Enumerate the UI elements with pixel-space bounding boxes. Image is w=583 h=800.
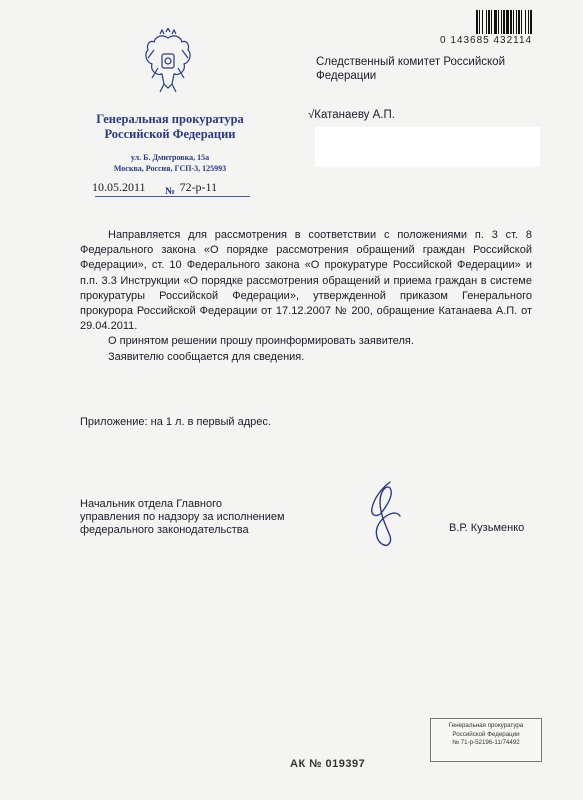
handwritten-signature — [360, 478, 410, 553]
attachment-note: Приложение: на 1 л. в первый адрес. — [80, 416, 271, 428]
barcode-number: 0 143685 432114 — [440, 35, 533, 46]
form-serial-number: АК № 019397 — [290, 758, 366, 770]
recipient-line-1: Следственный комитет Российской — [316, 56, 505, 68]
body-paragraph-1: Направляется для рассмотрения в соответствии с положениями п. 3 ст. 8 Федерального закона «О порядке рассмотрения обращений граждан Российской Федерации», ст. 10 Федерального закона «О прокуратуре Российской Федерации» и п.п. 3.3 Инструкции «О порядке рассмотрения обращений и приема граждан в системе прокуратуры Российской Федерации», утвержденной приказом Генерального прокурора Российской Федерации от 17.12.2007 № 200, обращение Катанаева А.П. от 29.04.2011. — [80, 229, 532, 333]
signer-position-line-3: федерального законодательства — [80, 524, 249, 536]
recipient-person: √Катанаеву А.П. — [308, 109, 395, 121]
number-sign: № — [165, 186, 176, 197]
body-paragraph-2: О принятом решении прошу проинформировать заявителя. — [108, 335, 414, 348]
signer-position — [80, 498, 290, 537]
recipient-line-2: Федерации — [316, 70, 377, 82]
body-paragraph-3: Заявителю сообщается для сведения. — [108, 350, 305, 363]
date-number-row — [92, 180, 217, 195]
barcode — [476, 10, 554, 34]
address-line-2: Москва, Россия, ГСП-3, 125993 — [113, 164, 227, 173]
recipient-organization — [316, 55, 536, 83]
barcode-bar — [530, 10, 532, 34]
date-underline — [95, 196, 250, 197]
stamp-line-1: Генеральная прокуратура — [448, 722, 524, 729]
stamp-line-3: № 71-р-52196-11/74492 — [452, 739, 520, 746]
issuer-address — [100, 152, 240, 174]
letter-body — [80, 228, 532, 365]
registration-stamp — [430, 718, 542, 762]
registration-number: 72-р-11 — [179, 180, 218, 194]
signer-position-line-2: управления по надзору за исполнением — [80, 511, 285, 523]
russian-double-headed-eagle-icon — [140, 28, 196, 94]
stamp-line-2: Российской Федерации — [452, 730, 520, 738]
document-date: 10.05.2011 — [92, 180, 146, 194]
signer-position-line-1: Начальник отдела Главного — [80, 498, 223, 510]
redacted-address — [315, 127, 540, 167]
org-line-1: Генеральная прокуратура — [96, 112, 244, 126]
signer-name: В.Р. Кузьменко — [449, 522, 525, 534]
issuer-organization — [80, 112, 260, 142]
address-line-1: ул. Б. Дмитровка, 15а — [130, 153, 210, 162]
org-line-2: Российской Федерации — [104, 127, 236, 141]
